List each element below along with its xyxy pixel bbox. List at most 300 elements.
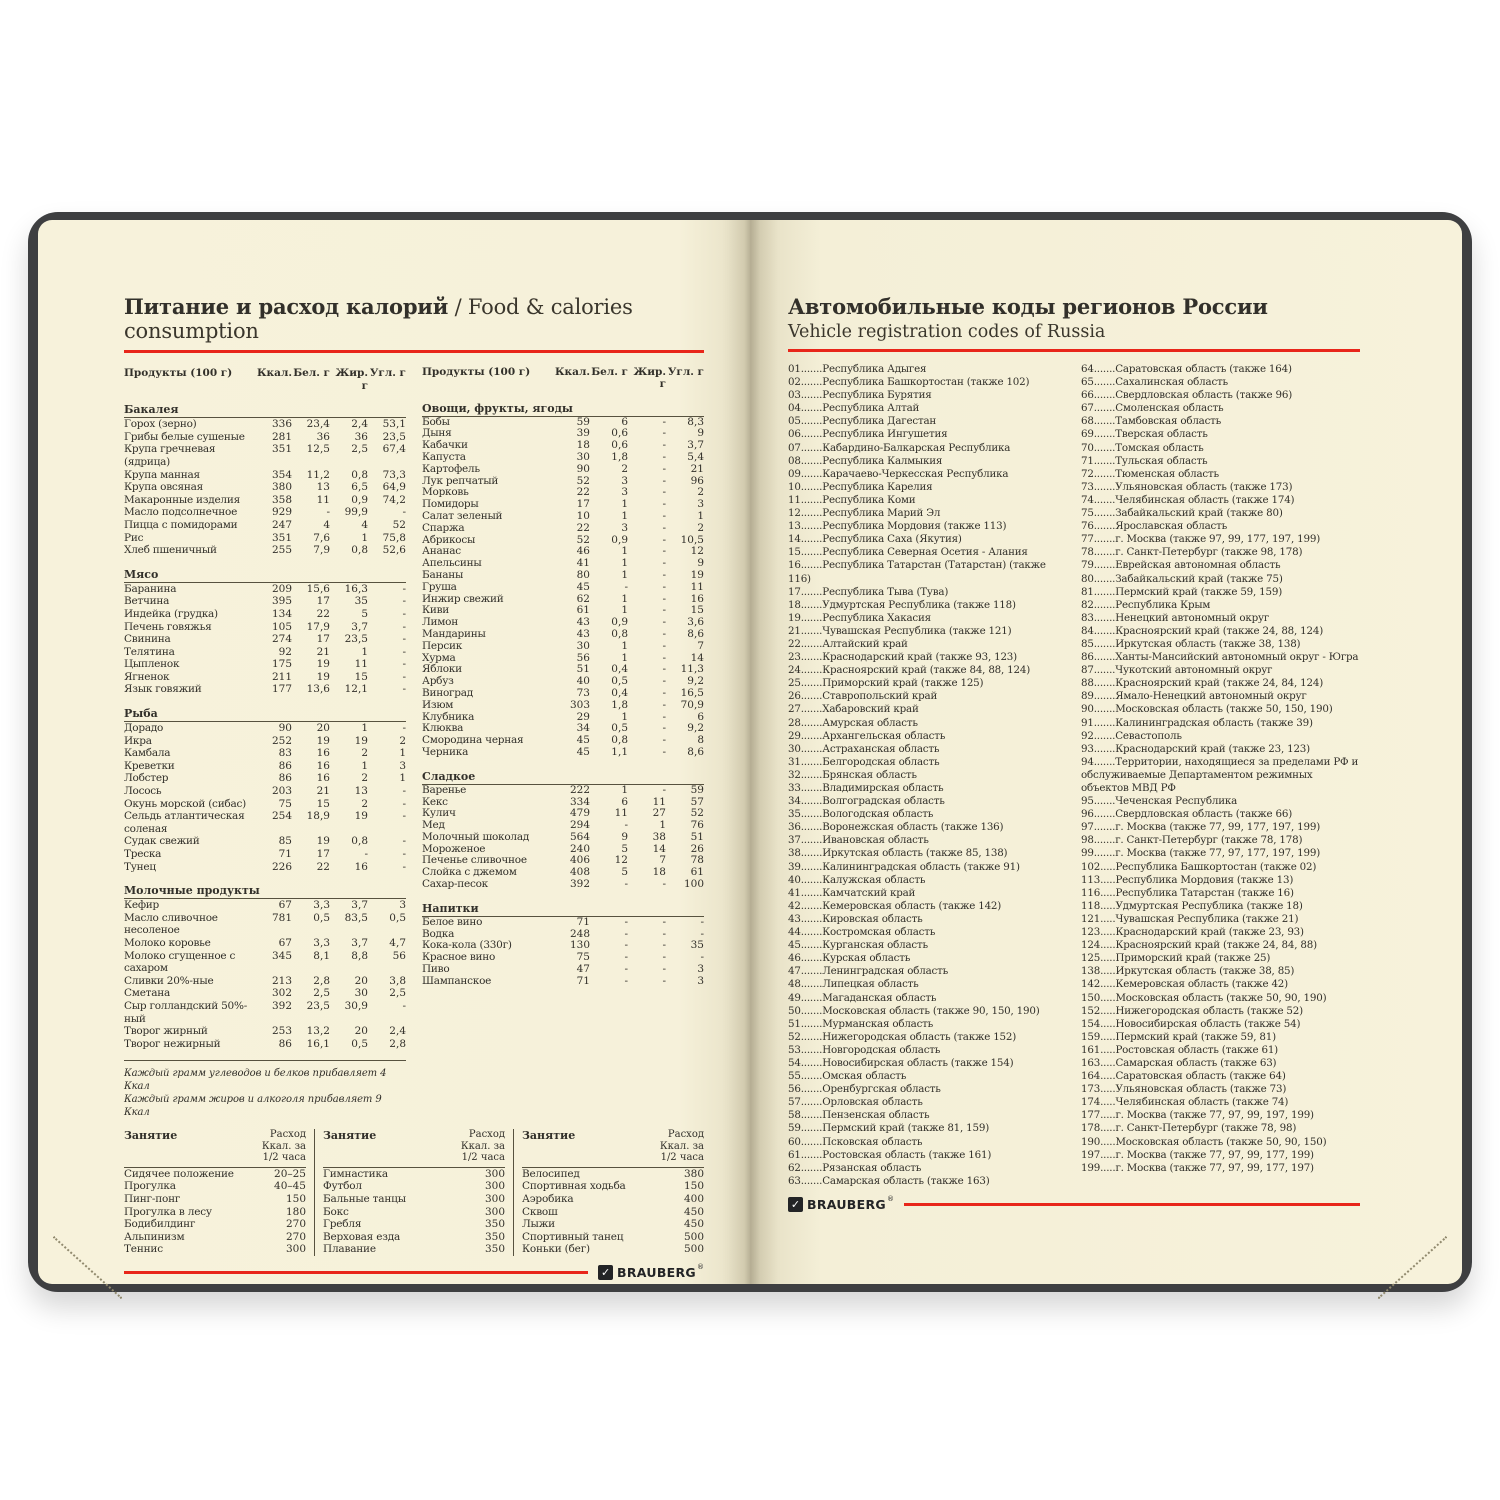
dot-leader: .......	[800, 716, 823, 729]
region-name: г. Санкт-Петербург (также 98, 178)	[1115, 546, 1303, 559]
region-code-entry	[788, 1031, 1067, 1044]
activity-name: Футбол	[323, 1180, 362, 1193]
dot-leader: .......	[800, 507, 823, 520]
food-value: -	[402, 810, 406, 823]
dot-leader: .....	[1100, 1083, 1116, 1096]
food-value: 3	[697, 974, 704, 987]
food-value: 15	[690, 604, 704, 617]
food-value: -	[700, 915, 704, 928]
food-value: 1	[361, 722, 368, 735]
food-value: 1	[621, 710, 628, 723]
dot-leader: .......	[800, 690, 823, 703]
food-value: -	[402, 835, 406, 848]
region-code: 85	[1081, 637, 1094, 650]
region-name: Новосибирская область (также 54)	[1115, 1017, 1301, 1030]
activity-row	[522, 1193, 704, 1206]
activity-group	[513, 1129, 704, 1256]
region-name: Московская область (также 90, 150, 190)	[822, 1004, 1040, 1017]
food-value: 23,5	[382, 430, 406, 443]
region-code: 12	[788, 507, 801, 520]
food-value: 71	[576, 974, 590, 987]
region-name: Забайкальский край (также 80)	[1115, 507, 1283, 520]
food-name: Индейка (грудка)	[124, 607, 218, 620]
food-name: Печень говяжья	[124, 620, 212, 633]
region-code: 154	[1081, 1017, 1101, 1030]
region-code: 06	[788, 428, 801, 441]
note-line-1: Каждый грамм углеводов и белков прибавляет 4 Ккал	[124, 1068, 387, 1093]
activity-row	[323, 1168, 505, 1181]
dot-leader: .......	[800, 585, 823, 598]
food-value: 16,1	[306, 1037, 330, 1050]
region-code: 82	[1081, 598, 1094, 611]
region-code: 73	[1081, 480, 1094, 493]
dot-leader: .....	[1100, 1135, 1116, 1148]
food-section-heading: Сладкое	[422, 770, 704, 785]
region-codes-list	[788, 363, 1360, 1188]
food-value: 0,4	[611, 686, 628, 699]
food-row	[124, 861, 406, 874]
food-row	[124, 481, 406, 494]
food-value: 336	[271, 418, 292, 431]
food-row	[124, 506, 406, 519]
region-code-entry	[1081, 1096, 1360, 1109]
region-code-entry	[788, 834, 1067, 847]
dot-leader: .......	[800, 978, 823, 991]
region-name: Челябинская область (также 74)	[1115, 1096, 1289, 1109]
food-row	[422, 452, 704, 464]
left-page-title	[124, 294, 704, 343]
food-row	[124, 760, 406, 773]
food-row	[124, 772, 406, 785]
food-value: -	[624, 819, 628, 832]
food-value: 358	[271, 493, 292, 506]
region-name: Республика Тыва (Тува)	[822, 585, 949, 598]
food-value: -	[662, 498, 666, 511]
food-row	[422, 785, 704, 797]
region-code: 72	[1081, 467, 1094, 480]
food-value: 6,5	[351, 481, 368, 494]
region-code: 163	[1081, 1056, 1101, 1069]
region-code-entry	[1081, 847, 1360, 860]
region-code-entry	[788, 900, 1067, 913]
region-name: Чеченская Республика	[1115, 795, 1238, 808]
food-value: 11	[652, 795, 666, 808]
food-value: -	[662, 686, 666, 699]
food-row	[124, 671, 406, 684]
region-name: Владимирская область	[822, 782, 944, 794]
food-products-header: Продукты (100 г)	[124, 367, 233, 379]
region-code-entry	[1081, 874, 1360, 887]
food-value: -	[662, 734, 666, 747]
activity-name: Сидячее положение	[124, 1167, 234, 1180]
food-value: 57	[690, 795, 704, 808]
region-name: Приморский край (также 125)	[822, 677, 984, 690]
region-name: Магаданская область	[822, 991, 937, 1004]
food-name: Спаржа	[422, 521, 465, 534]
food-value: 1	[361, 759, 368, 772]
food-value: 80	[576, 568, 590, 581]
region-code-entry	[788, 651, 1067, 664]
food-name: Креветки	[124, 759, 175, 772]
food-value: 0,8	[351, 835, 368, 848]
food-row	[422, 523, 704, 535]
region-name: Красноярский край (также 84, 88, 124)	[822, 664, 1031, 677]
food-value: 11	[354, 658, 368, 671]
food-value: 5,4	[687, 450, 704, 463]
food-value: 76	[690, 819, 704, 832]
food-value: -	[662, 545, 666, 558]
region-code: 123	[1081, 926, 1101, 939]
region-code-entry	[788, 1175, 1067, 1188]
food-value: 16,5	[680, 686, 704, 699]
region-code: 38	[788, 847, 801, 860]
food-value: 395	[271, 595, 292, 608]
dot-leader: .......	[1093, 415, 1116, 428]
food-value: 59	[690, 783, 704, 796]
region-code-entry	[1081, 1149, 1360, 1162]
food-value: 1	[697, 509, 704, 522]
dot-leader: .....	[1100, 860, 1116, 873]
food-row	[422, 570, 704, 582]
left-brand-rule	[124, 1271, 588, 1274]
region-code: 68	[1081, 415, 1094, 428]
dot-leader: .......	[1093, 493, 1116, 506]
region-name: г. Москва (также 77, 97, 99, 177, 197)	[1115, 1161, 1314, 1174]
food-value: 53,1	[382, 418, 406, 431]
region-name: Иркутская область (также 85, 138)	[822, 847, 1008, 860]
food-value: 4	[361, 518, 368, 531]
food-row	[124, 544, 406, 557]
dot-leader: .......	[1093, 755, 1116, 768]
dot-leader: .......	[800, 768, 823, 781]
region-code-entry	[788, 638, 1067, 651]
food-value: 252	[271, 734, 292, 747]
food-value: 61	[690, 866, 704, 879]
dot-leader: .......	[800, 441, 823, 454]
food-name: Помидоры	[422, 498, 479, 511]
region-name: Самарская область (также 163)	[822, 1174, 990, 1187]
region-code-entry	[1081, 900, 1360, 913]
food-value: 294	[569, 819, 590, 832]
activity-value: 400	[683, 1193, 704, 1205]
activity-value-label-line: Расход	[468, 1129, 505, 1141]
activity-value-label-line: Ккал. за	[261, 1140, 306, 1152]
dot-leader: .....	[1100, 1161, 1116, 1174]
food-value: 1	[621, 592, 628, 605]
dot-leader: .....	[1100, 912, 1116, 925]
food-name: Свинина	[124, 633, 171, 646]
region-name: г. Москва (также 77, 97, 177, 197, 199)	[1115, 847, 1321, 860]
food-value: -	[662, 509, 666, 522]
region-code-entry	[788, 389, 1067, 402]
region-code: 33	[788, 782, 801, 794]
food-value: 213	[271, 974, 292, 987]
food-value: 2,5	[351, 443, 368, 456]
left-title-underline	[124, 350, 704, 353]
region-code: 177	[1081, 1109, 1101, 1122]
food-value: 1,8	[611, 450, 628, 463]
dot-leader: .......	[800, 965, 823, 978]
region-code-entry	[788, 559, 1067, 585]
dot-leader: .......	[1093, 690, 1116, 703]
region-name: Московская область (также 50, 150, 190)	[1115, 703, 1333, 716]
food-value: 83	[278, 747, 292, 760]
region-code: 09	[788, 467, 801, 480]
region-name: г. Москва (также 97, 99, 177, 197, 199)	[1115, 533, 1321, 546]
food-value: 19	[316, 734, 330, 747]
dot-leader: .......	[1093, 428, 1116, 441]
food-value: 36	[354, 430, 368, 443]
food-row	[124, 722, 406, 735]
region-code-entry	[1081, 612, 1360, 625]
region-code: 08	[788, 454, 801, 467]
food-name: Апельсины	[422, 557, 482, 570]
activity-value: 270	[285, 1218, 306, 1231]
activity-row	[323, 1218, 505, 1231]
food-value: 248	[569, 927, 590, 940]
dot-leader: .......	[800, 808, 823, 821]
food-value: 18	[652, 866, 666, 879]
region-code: 116	[1081, 886, 1101, 899]
region-code: 138	[1081, 965, 1101, 978]
region-code-entry	[1081, 834, 1360, 847]
activity-header	[124, 1129, 306, 1168]
food-value: 100	[683, 878, 704, 891]
dot-leader: .......	[800, 821, 823, 834]
food-value: 0,8	[611, 734, 628, 747]
region-name: Хабаровский край	[822, 703, 919, 716]
food-value: 1	[399, 747, 406, 760]
region-code: 15	[788, 546, 801, 559]
region-code: 24	[788, 664, 801, 677]
food-value: -	[662, 663, 666, 676]
region-code-entry	[788, 769, 1067, 782]
food-value: 23,5	[306, 999, 330, 1012]
region-code-entry	[1081, 1018, 1360, 1031]
region-code: 52	[788, 1030, 801, 1043]
food-name: Макаронные изделия	[124, 493, 240, 506]
dot-leader: .......	[1093, 821, 1116, 834]
region-code: 197	[1081, 1148, 1101, 1161]
left-page	[38, 220, 750, 1284]
region-code: 174	[1081, 1096, 1101, 1109]
region-code: 54	[788, 1056, 801, 1069]
region-code-entry	[1081, 455, 1360, 468]
region-code-entry	[1081, 730, 1360, 743]
dot-leader: .......	[800, 363, 823, 375]
food-value: 8,1	[313, 949, 330, 962]
food-value: 255	[271, 544, 292, 557]
food-column-header: Бел. г	[591, 366, 628, 378]
brauberg-check-icon: ✓	[598, 1265, 613, 1280]
region-code-entry	[788, 743, 1067, 756]
food-value: -	[402, 582, 406, 595]
region-code: 28	[788, 716, 801, 729]
food-value: 247	[271, 518, 292, 531]
food-value: 11,2	[306, 468, 330, 481]
food-value: 17,9	[306, 620, 330, 633]
food-name: Судак свежий	[124, 835, 200, 848]
food-value: 3	[621, 486, 628, 499]
region-code: 25	[788, 677, 801, 690]
region-code: 98	[1081, 834, 1094, 847]
dot-leader: .......	[800, 1017, 823, 1030]
food-value: 3	[399, 759, 406, 772]
region-name: Тюменская область	[1115, 467, 1219, 480]
region-code-entry	[788, 756, 1067, 769]
dot-leader: .......	[800, 1083, 823, 1096]
region-name: Еврейская автономная область	[1115, 559, 1281, 572]
food-value: -	[662, 783, 666, 796]
region-code: 37	[788, 834, 801, 847]
food-row	[124, 595, 406, 608]
food-row	[124, 987, 406, 1000]
food-value: 3,7	[351, 620, 368, 633]
food-row	[422, 879, 704, 891]
region-name: Республика Северная Осетия - Алания	[822, 546, 1028, 559]
activity-row	[124, 1168, 306, 1181]
region-code: 44	[788, 926, 801, 939]
food-value: 59	[576, 415, 590, 428]
region-code-entry	[788, 520, 1067, 533]
food-name: Салат зеленый	[422, 509, 503, 522]
food-value: -	[402, 633, 406, 646]
region-code: 84	[1081, 624, 1094, 637]
food-value: 21	[690, 462, 704, 475]
food-value: 226	[271, 860, 292, 873]
region-code-entry	[1081, 1136, 1360, 1149]
region-code-entry	[1081, 926, 1360, 939]
left-title-english: / Food & calories consumption	[124, 295, 633, 343]
food-value: 12	[614, 854, 628, 867]
dot-leader: .......	[800, 1109, 823, 1122]
region-code: 56	[788, 1083, 801, 1096]
region-code: 40	[788, 873, 801, 886]
food-name: Клюква	[422, 722, 464, 735]
food-value: 70,9	[680, 698, 704, 711]
food-section-heading: Мясо	[124, 568, 406, 583]
dot-leader: .......	[800, 467, 823, 480]
region-code-entry	[788, 1122, 1067, 1135]
food-name: Мороженое	[422, 842, 486, 855]
activity-name: Аэробика	[522, 1193, 574, 1205]
region-name: Астраханская область	[822, 742, 940, 755]
food-value: -	[662, 580, 666, 593]
region-code-entry	[788, 782, 1067, 795]
activity-name: Велосипед	[522, 1167, 580, 1180]
region-name: Республика Татарстан (Татарстан) (также 116)	[788, 559, 1046, 585]
food-value: -	[662, 616, 666, 629]
region-code-entry	[1081, 690, 1360, 703]
food-value: 30	[576, 450, 590, 463]
region-name: Нижегородская область (также 52)	[1115, 1004, 1303, 1017]
right-page	[750, 220, 1462, 1284]
region-name: Иркутская область (также 38, 138)	[1115, 637, 1301, 650]
food-value: 45	[576, 734, 590, 747]
food-name: Треска	[124, 848, 162, 860]
activity-value-label-line: Расход	[667, 1129, 704, 1141]
food-value: -	[662, 450, 666, 463]
dot-leader: .......	[1093, 480, 1116, 493]
food-value: 2	[697, 521, 704, 534]
food-value: 9,2	[687, 722, 704, 735]
region-code: 161	[1081, 1043, 1101, 1056]
region-name: Белгородская область	[822, 755, 940, 768]
food-value: 23,5	[344, 633, 368, 646]
region-name: Ямало-Ненецкий автономный округ	[1115, 690, 1307, 703]
region-code-entry	[788, 1070, 1067, 1083]
region-code-entry	[788, 821, 1067, 834]
region-code-entry	[788, 939, 1067, 952]
activity-row	[124, 1206, 306, 1219]
food-row	[124, 658, 406, 671]
region-code: 19	[788, 611, 801, 624]
food-value: 11	[690, 580, 704, 593]
activity-row	[522, 1206, 704, 1219]
region-code-entry	[788, 599, 1067, 612]
region-name: Республика Бурятия	[822, 389, 932, 402]
activity-value: 150	[683, 1180, 704, 1193]
activity-col-label: Занятие	[124, 1129, 178, 1143]
food-value: 16	[316, 759, 330, 772]
region-code: 65	[1081, 376, 1094, 389]
food-name: Клубника	[422, 710, 475, 723]
region-name: Красноярский край (также 24, 84, 88)	[1115, 939, 1317, 952]
region-name: Республика Татарстан (также 16)	[1115, 886, 1294, 899]
food-value: 354	[271, 468, 292, 481]
region-name: Саратовская область (также 64)	[1115, 1070, 1286, 1083]
food-name: Картофель	[422, 462, 480, 475]
dot-leader: .......	[800, 991, 823, 1004]
region-code: 42	[788, 899, 801, 912]
food-value: 34	[576, 722, 590, 735]
food-name: Баранина	[124, 582, 177, 595]
activity-group	[124, 1129, 314, 1256]
activity-row	[323, 1206, 505, 1219]
region-code-entry	[788, 507, 1067, 520]
dot-leader: .....	[1100, 1043, 1116, 1056]
region-name: Ставропольский край	[822, 690, 938, 703]
food-value: 203	[271, 785, 292, 798]
dot-leader: .......	[1093, 808, 1116, 821]
dot-leader: .....	[1100, 1109, 1116, 1122]
food-name: Лобстер	[124, 772, 169, 785]
food-value: 13	[354, 785, 368, 798]
food-value: 345	[271, 949, 292, 962]
food-value: 86	[278, 759, 292, 772]
food-value: 23,4	[306, 418, 330, 431]
dot-leader: .......	[800, 729, 823, 742]
food-value: 5	[361, 607, 368, 620]
dot-leader: .......	[800, 912, 823, 925]
region-code-entry	[1081, 376, 1360, 389]
region-code-entry	[788, 1018, 1067, 1031]
region-code: 57	[788, 1096, 801, 1109]
food-value: 3,7	[351, 936, 368, 949]
activity-value: 40–45	[274, 1180, 306, 1193]
region-code-entry	[788, 847, 1067, 860]
food-value: 3,3	[313, 936, 330, 949]
region-code: 47	[788, 965, 801, 978]
food-value: 1	[361, 531, 368, 544]
food-row	[124, 646, 406, 659]
food-value: 64,9	[382, 481, 406, 494]
food-value: 1	[621, 783, 628, 796]
dot-leader: .....	[1100, 886, 1116, 899]
brauberg-wordmark: BRAUBERG	[807, 1196, 886, 1212]
dot-leader: .......	[1093, 559, 1116, 572]
dot-leader: .....	[1100, 1004, 1116, 1017]
